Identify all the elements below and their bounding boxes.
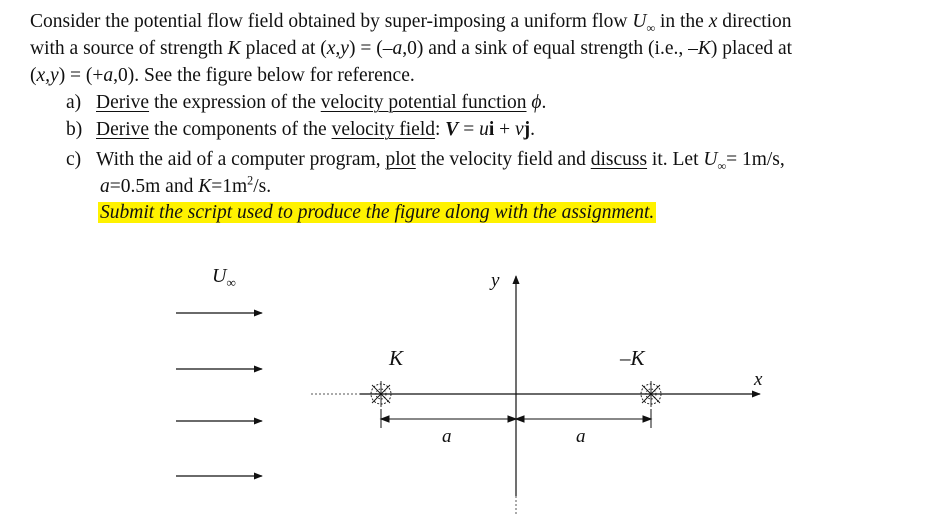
part-c-line-2: a=0.5m and $K=1m^2/s$. [100, 173, 272, 197]
part-b-label: b) [66, 119, 83, 140]
distance-a-left: a [442, 426, 452, 447]
part-b: b) Derive the components of the velocity field: V = ui + vj. [66, 116, 535, 143]
distance-a-right: a [576, 426, 586, 447]
intro-line-3: (x,y) = (+a,0). See the figure below for reference. [30, 65, 415, 86]
y-axis-label: y [491, 270, 500, 291]
submit-highlight: Submit the script used to produce the figure along with the assignment. [100, 202, 655, 223]
intro-line-2: with a source of strength K placed at (x,y) = (–a,0) and a sink of equal strength (i.e., –K) placed at [30, 38, 793, 59]
sink-symbol [638, 381, 664, 407]
u-infinity-label: $U_\infty$ [212, 265, 236, 290]
source-strength-label: K [389, 346, 404, 370]
intro-line-1: Consider the potential flow field obtained by super-imposing a uniform flow $U_\infty$ in the x direction [30, 11, 792, 35]
part-a-label: a) [66, 92, 82, 113]
uniform-flow-arrows [176, 313, 262, 476]
part-a: a) Derive the expression of the velocity potential function ϕ. [66, 89, 546, 116]
source-symbol [368, 381, 394, 407]
part-c-line-1: c) With the aid of a computer program, plot the velocity field and discuss it. Let $U_\infty= 1m/s$, [66, 146, 785, 173]
sink-strength-label: –K [620, 346, 645, 370]
x-axis-label: x [754, 369, 763, 390]
part-c-label: c) [66, 149, 82, 170]
